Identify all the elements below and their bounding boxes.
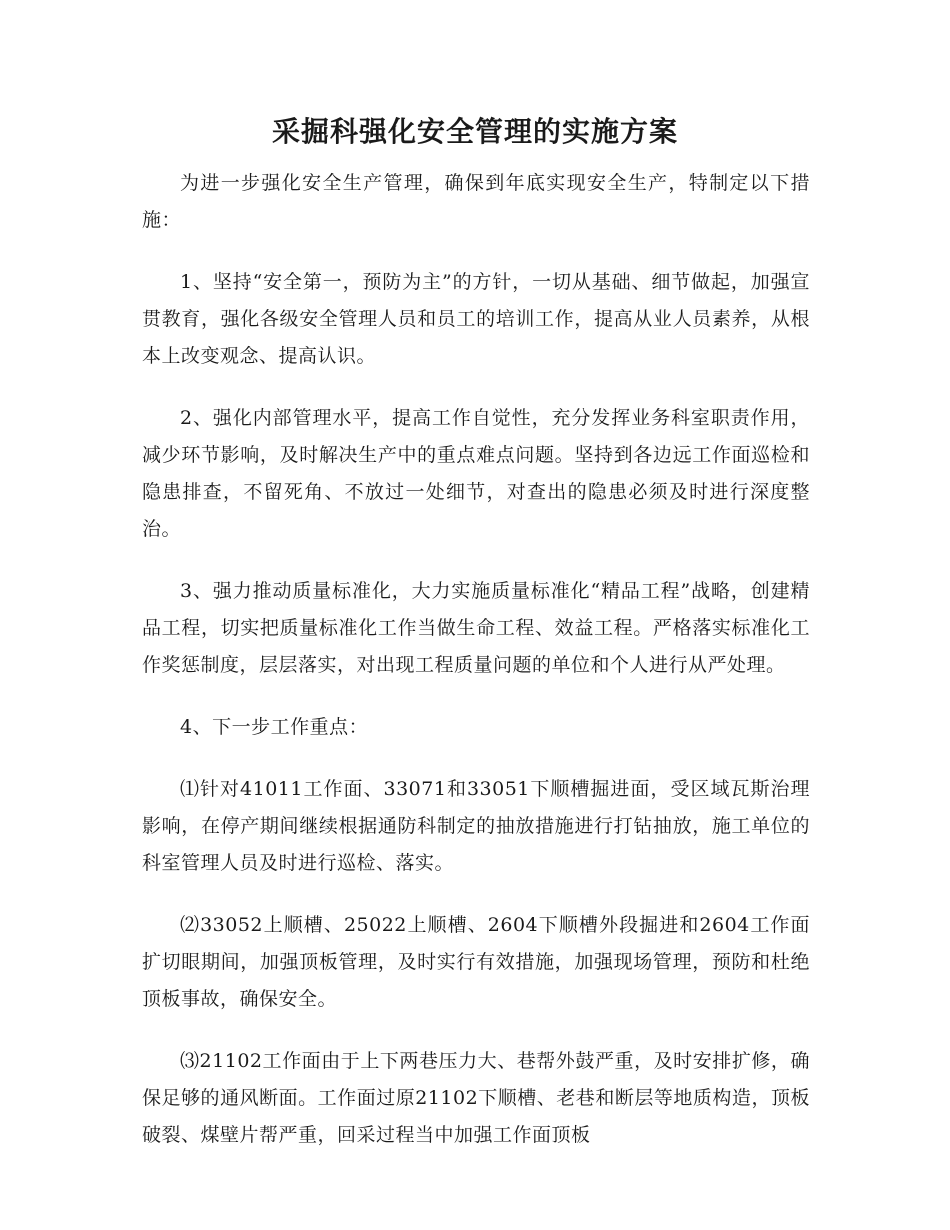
paragraph-item-3: 3、强力推动质量标准化，大力实施质量标准化“精品工程”战略，创建精品工程，切实把质量标准化工作当做生命工程、效益工程。严格落实标准化工作奖惩制度，层层落实，对出现工程质量问题的单位和个人进行从严处理。 [142, 580, 810, 676]
document-body [142, 165, 810, 1179]
paragraph-subitem-1: ⑴针对41011工作面、33071和33051下顺槽掘进面，受区域瓦斯治理影响，在停产期间继续根据通防科制定的抽放措施进行打钻抽放，施工单位的科室管理人员及时进行巡检、落实。 [142, 778, 810, 874]
paragraph-item-4: 4、下一步工作重点： [180, 716, 369, 738]
paragraph-item-2: 2、强化内部管理水平，提高工作自觉性，充分发挥业务科室职责作用，减少环节影响，及时解决生产中的重点难点问题。坚持到各边远工作面巡检和隐患排查，不留死角、不放过一处细节，对查出的隐患必须及时进行深度整治。 [142, 407, 810, 540]
paragraph-subitem-3: ⑶21102工作面由于上下两巷压力大、巷帮外鼓严重，及时安排扩修，确保足够的通风断面。工作面过原21102下顺槽、老巷和断层等地质构造，顶板破裂、煤壁片帮严重，回采过程当中加强工作面顶板 [142, 1050, 810, 1146]
document-title: 采掘科强化安全管理的实施方案 [271, 115, 678, 148]
paragraph-subitem-2: ⑵33052上顺槽、25022上顺槽、2604下顺槽外段掘进和2604工作面扩切眼期间，加强顶板管理，及时实行有效措施，加强现场管理，预防和杜绝顶板事故，确保安全。 [142, 914, 810, 1010]
paragraph-intro: 为进一步强化安全生产管理，确保到年底实现安全生产，特制定以下措施： [142, 172, 810, 231]
paragraph-item-1: 1、坚持“安全第一，预防为主”的方针，一切从基础、细节做起，加强宣贯教育，强化各级安全管理人员和员工的培训工作，提高从业人员素养，从根本上改变观念、提高认识。 [142, 271, 810, 367]
